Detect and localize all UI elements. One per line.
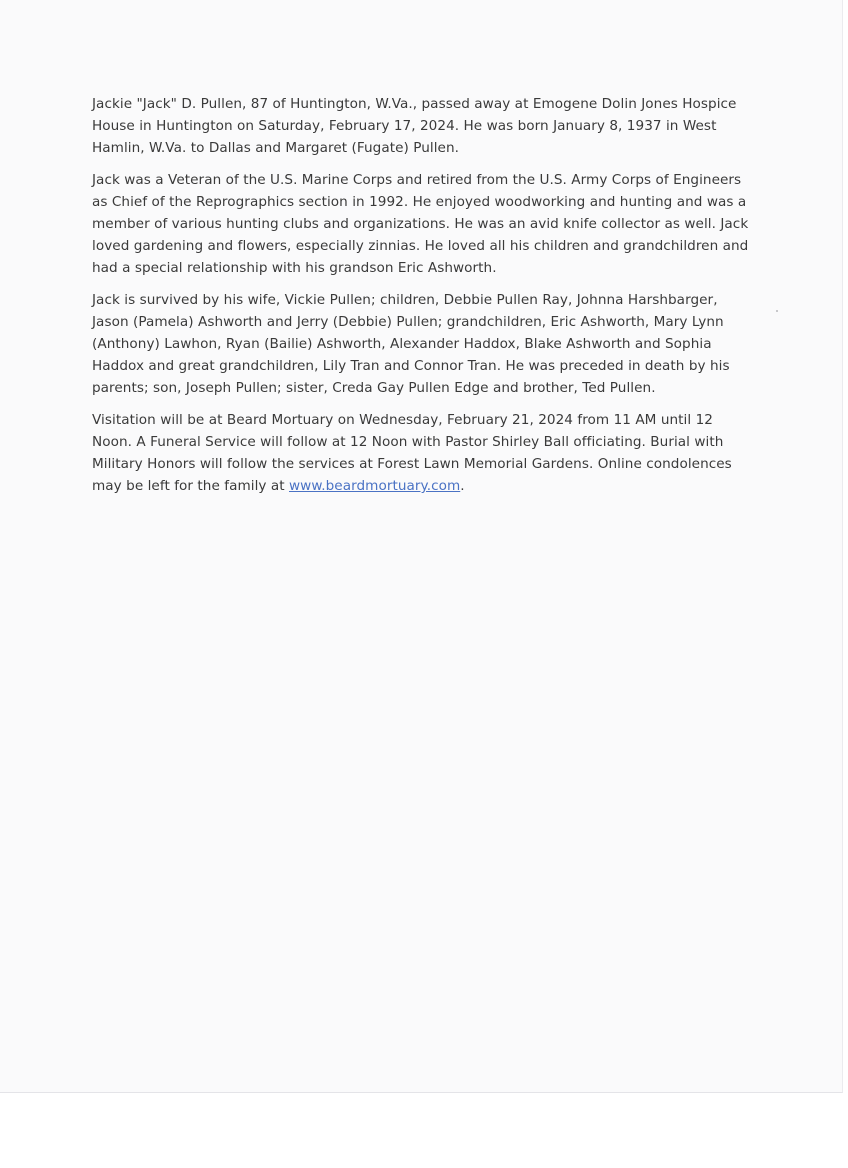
paragraph-services	[92, 409, 752, 497]
services-text-end: .	[460, 478, 465, 494]
beard-mortuary-link[interactable]: www.beardmortuary.com	[289, 478, 461, 494]
obituary-text	[92, 93, 752, 507]
services-text: Visitation will be at Beard Mortuary on Wednesday, February 21, 2024 from 11 AM until 12 Noon. A Funeral Service will follow at 12 Noon with Pastor Shirley Ball officiating. Burial with Military Honors will follow the services at Forest Lawn Memorial Gardens. Online condolences may be left for the family at	[92, 412, 732, 494]
paragraph-biography: Jack was a Veteran of the U.S. Marine Corps and retired from the U.S. Army Corps of Engineers as Chief of the Reprographics section in 1992. He enjoyed woodworking and hunting and was a member of various hunting clubs and organizations. He was an avid knife collector as well. Jack loved gardening and flowers, especially zinnias. He loved all his children and grandchildren and had a special relationship with his grandson Eric Ashworth.	[92, 172, 749, 276]
paragraph-survivors: Jack is survived by his wife, Vickie Pullen; children, Debbie Pullen Ray, Johnna Harshbarger, Jason (Pamela) Ashworth and Jerry (Debbie) Pullen; grandchildren, Eric Ashworth, Mary Lynn (Anthony) Lawhon, Ryan (Bailie) Ashworth, Alexander Haddox, Blake Ashworth and Sophia Haddox and great grandchildren, Lily Tran and Connor Tran. He was preceded in death by his parents; son, Joseph Pullen; sister, Creda Gay Pullen Edge and brother, Ted Pullen.	[92, 292, 730, 396]
scan-speck	[776, 310, 778, 312]
paragraph-intro: Jackie "Jack" D. Pullen, 87 of Huntington, W.Va., passed away at Emogene Dolin Jones Hospice House in Huntington on Saturday, February 17, 2024. He was born January 8, 1937 in West Hamlin, W.Va. to Dallas and Margaret (Fugate) Pullen.	[92, 96, 737, 156]
